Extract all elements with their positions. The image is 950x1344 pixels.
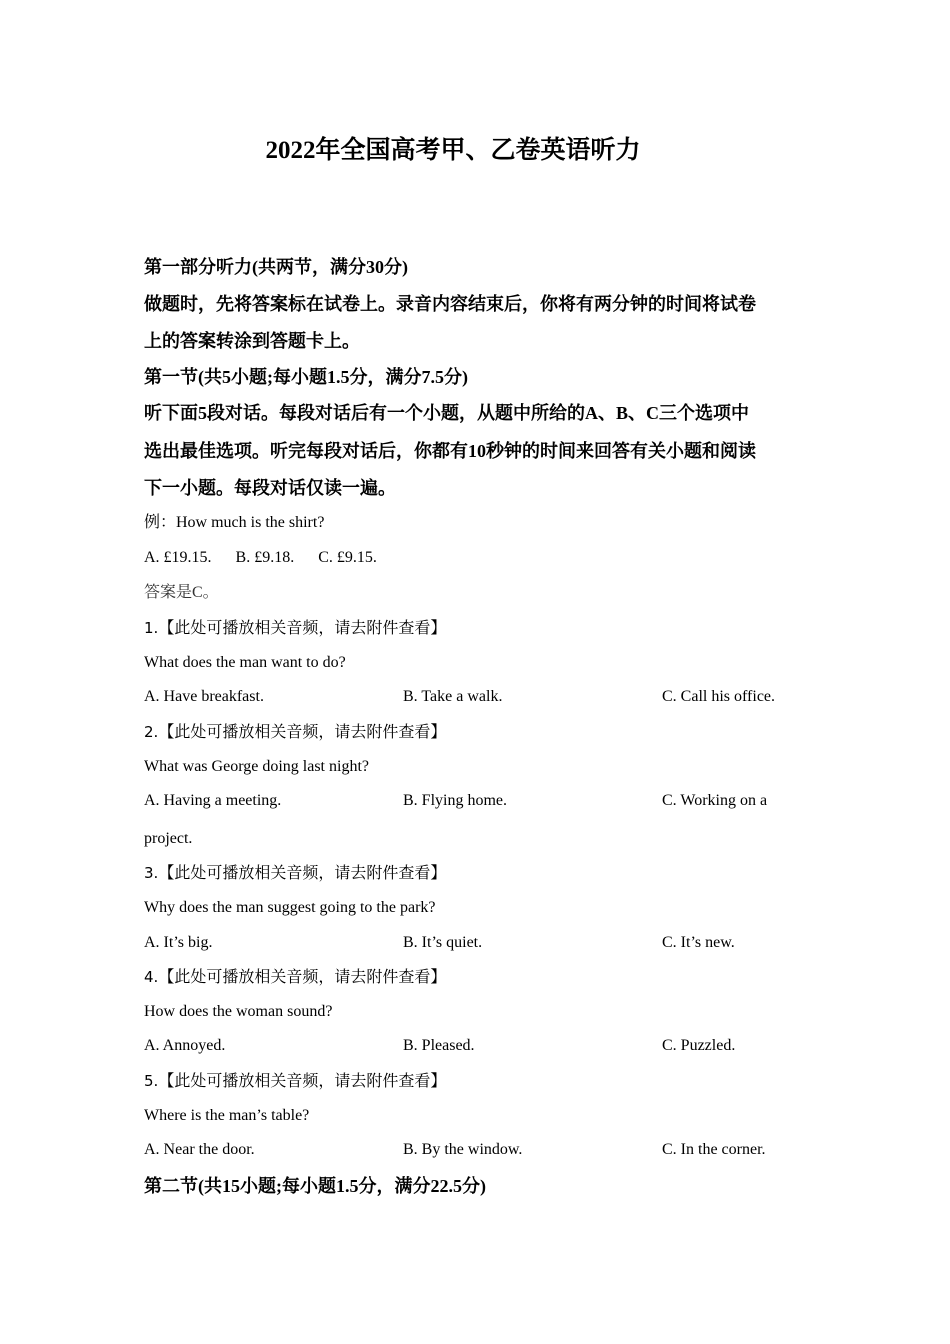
question-text: How does the woman sound?: [144, 1003, 333, 1020]
section1-instructions: 下一小题。每段对话仅读一遍。: [144, 478, 396, 498]
question-number: 2.: [144, 723, 159, 741]
question-text: What does the man want to do?: [144, 654, 346, 671]
option-c-continued: project.: [144, 830, 193, 847]
question-text: What was George doing last night?: [144, 758, 369, 775]
option-c: C. It’s new.: [662, 934, 735, 951]
option-b: B. Take a walk.: [403, 688, 503, 705]
question-text: Why does the man suggest going to the park?: [144, 899, 436, 916]
example-options: A. £19.15. B. £9.18. C. £9.15.: [144, 549, 377, 566]
audio-placeholder[interactable]: [144, 863, 446, 884]
audio-placeholder[interactable]: [144, 1071, 446, 1092]
audio-placeholder[interactable]: [144, 722, 446, 743]
audio-link[interactable]: 【此处可播放相关音频，请去附件查看】: [158, 969, 447, 986]
option-a: A. Near the door.: [144, 1141, 255, 1158]
instructions-line: 上的答案转涂到答题卡上。: [144, 331, 360, 351]
option-c: C. Call his office.: [662, 688, 776, 705]
section1-heading: 第一节(共5小题;每小题1.5分，满分7.5分): [144, 367, 468, 387]
audio-link[interactable]: 【此处可播放相关音频，请去附件查看】: [158, 724, 447, 741]
example-question: 例：How much is the shirt?: [144, 514, 325, 531]
question-number: 5.: [144, 1072, 159, 1090]
option-b: B. By the window.: [403, 1141, 523, 1158]
option-a: A. It’s big.: [144, 934, 213, 951]
example-answer: 答案是C。: [144, 584, 219, 601]
document-title: 2022年全国高考甲、乙卷英语听力: [265, 137, 641, 164]
audio-placeholder[interactable]: [144, 618, 446, 639]
option-c: C. Working on a: [662, 792, 768, 809]
option-c: C. Puzzled.: [662, 1037, 736, 1054]
audio-link[interactable]: 【此处可播放相关音频，请去附件查看】: [158, 865, 447, 882]
audio-link[interactable]: 【此处可播放相关音频，请去附件查看】: [158, 620, 447, 637]
option-b: B. It’s quiet.: [403, 934, 483, 951]
option-a: A. Annoyed.: [144, 1037, 226, 1054]
option-a: A. Having a meeting.: [144, 792, 282, 809]
instructions-line: 做题时，先将答案标在试卷上。录音内容结束后，你将有两分钟的时间将试卷: [144, 294, 756, 314]
audio-link[interactable]: 【此处可播放相关音频，请去附件查看】: [158, 1073, 447, 1090]
section1-instructions: 听下面5段对话。每段对话后有一个小题，从题中所给的A、B、C三个选项中: [144, 403, 750, 423]
audio-placeholder[interactable]: [144, 967, 446, 988]
question-number: 4.: [144, 968, 159, 986]
option-a: A. Have breakfast.: [144, 688, 264, 705]
option-c: C. In the corner.: [662, 1141, 766, 1158]
section2-heading: 第二节(共15小题;每小题1.5分，满分22.5分): [144, 1176, 486, 1196]
option-b: B. Pleased.: [403, 1037, 475, 1054]
question-number: 1.: [144, 619, 159, 637]
option-b: B. Flying home.: [403, 792, 508, 809]
part1-heading: 第一部分听力(共两节，满分30分): [144, 257, 408, 277]
question-number: 3.: [144, 864, 159, 882]
section1-instructions: 选出最佳选项。听完每段对话后，你都有10秒钟的时间来回答有关小题和阅读: [144, 441, 756, 461]
question-text: Where is the man’s table?: [144, 1107, 310, 1124]
